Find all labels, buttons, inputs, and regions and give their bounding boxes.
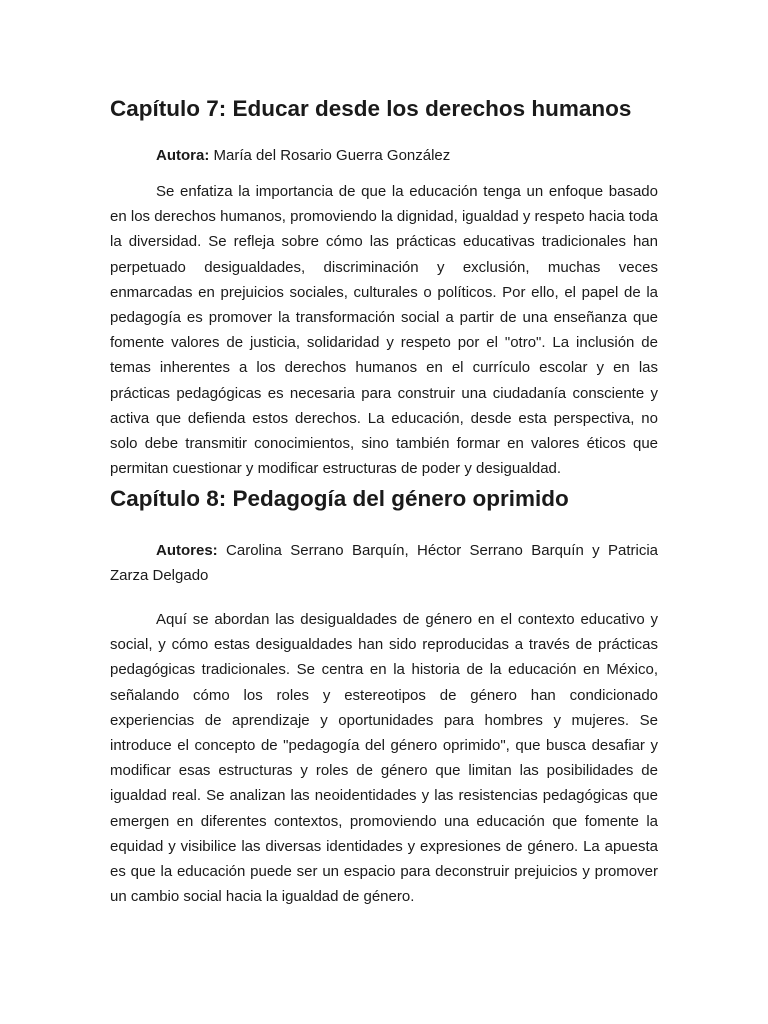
chapter-7-title: Capítulo 7: Educar desde los derechos humanos xyxy=(110,96,632,121)
chapter-8-author-line xyxy=(110,538,658,588)
chapter-7-author-line xyxy=(110,143,658,168)
chapter-7-body: Se enfatiza la importancia de que la educación tenga un enfoque basado en los derechos humanos, promoviendo la dignidad, igualdad y respeto hacia toda la diversidad. Se refleja sobre cómo las prácticas educativas tradicionales han perpetuado desigualdades, discriminación y exclusión, muchas veces enmarcadas en prejuicios sociales, culturales o políticos. Por ello, el papel de la pedagogía es promover la transformación social a partir de una enseñanza que fomente valores de justicia, solidaridad y respeto por el "otro". La inclusión de temas inherentes a los derechos humanos en el currículo escolar y en las prácticas pedagógicas es necesaria para construir una ciudadanía consciente y activa que defienda estos derechos. La educación, desde esta perspectiva, no solo debe transmitir conocimientos, sino también formar en valores éticos que permitan cuestionar y modificar estructuras de poder y desigualdad. xyxy=(110,183,658,478)
chapter-7-author-names: María del Rosario Guerra González xyxy=(213,147,451,164)
chapter-8-author-names: Carolina Serrano Barquín, Héctor Serrano Barquín y Patricia Zarza Delgado xyxy=(110,542,659,584)
chapter-8-author-label: Autores: xyxy=(156,542,218,559)
chapter-7-section xyxy=(110,96,658,481)
chapter-8-title: Capítulo 8: Pedagogía del género oprimido xyxy=(110,486,569,511)
chapter-8-section xyxy=(110,486,658,909)
chapter-7-author-label: Autora: xyxy=(156,147,210,164)
chapter-8-body: Aquí se abordan las desigualdades de género en el contexto educativo y social, y cómo estas desigualdades han sido reproducidas a través de prácticas pedagógicas tradicionales. Se centra en la historia de la educación en México, señalando cómo los roles y estereotipos de género han condicionado experiencias de aprendizaje y oportunidades para hombres y mujeres. Se introduce el concepto de "pedagogía del género oprimido", que busca desafiar y modificar esas estructuras y roles de género que limitan las posibilidades de igualdad real. Se analizan las neoidentidades y las resistencias pedagógicas que emergen en diferentes contextos, promoviendo una educación que fomente la equidad y visibilice las diversas identidades y expresiones de género. La apuesta es que la educación puede ser un espacio para deconstruir prejuicios y promover un cambio social hacia la igualdad de género. xyxy=(110,611,658,906)
